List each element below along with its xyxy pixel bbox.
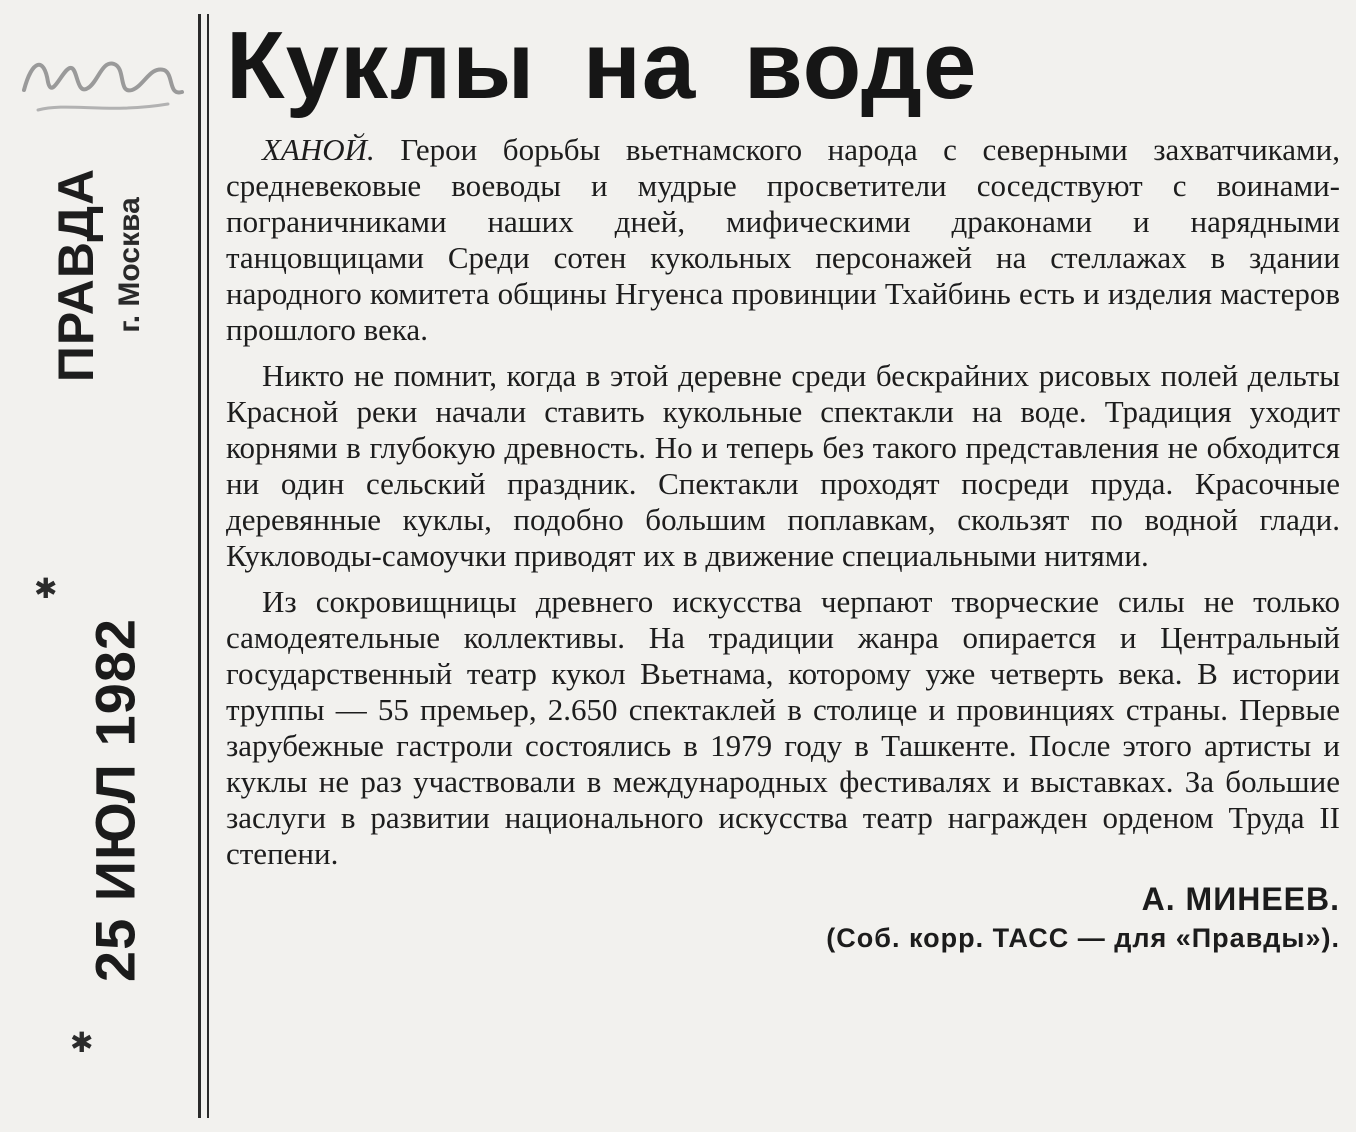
star-icon: ✱ [70, 1028, 94, 1059]
author-byline: А. МИНЕЕВ. [1141, 881, 1340, 917]
handwritten-note-icon [18, 30, 188, 120]
dateline: ХАНОЙ. [262, 132, 375, 167]
archive-stamp [0, 0, 196, 1132]
newspaper-name: ПРАВДА [48, 167, 104, 383]
article-paragraph: Никто не помнит, когда в этой деревне среди бескрайних рисовых полей дельты Красной реки начали ставить кукольные спектакли на воде. Традиция уходит корнями в глубокую древность. Но и теперь без такого представления не обходится ни один сельский праздник. Спектакли проходят посреди пруда. Красочные деревянные куклы, подобно большим поплавкам, скользят по водной глади. Кукловоды-самоучки приводят их в движение специальными нитями. [226, 358, 1340, 573]
article-paragraph [226, 132, 1340, 348]
star-icon: ✱ [34, 574, 58, 605]
column-rule [207, 14, 209, 1118]
column-rule [198, 14, 201, 1118]
article [226, 14, 1340, 956]
stamp-date: 25 ИЮЛ 1982 [83, 617, 147, 983]
newspaper-name-stamp [36, 150, 116, 400]
city-stamp [108, 155, 152, 375]
author-credit: (Соб. корр. ТАСС — для «Правды»). [826, 923, 1340, 953]
city-name: г. Москва [113, 197, 146, 333]
article-headline: Куклы на воде [226, 12, 978, 119]
article-body [226, 132, 1340, 872]
paragraph-text: Герои борьбы вьетнамского народа с северными захватчиками, средневековые воеводы и мудрые просветители соседствуют с воинами-пограничниками наших дней, мифическими драконами и нарядными танцовщицами Среди сотен кукольных персонажей на стеллажах в здании народного комитета общины Нгуенса провинции Тхайбинь есть и изделия мастеров прошлого века. [226, 132, 1340, 347]
date-stamp [70, 600, 160, 1000]
article-paragraph: Из сокровищницы древнего искусства черпают творческие силы не только самодеятельные коллективы. На традиции жанра опирается и Центральный государственный театр кукол Вьетнама, которому уже четверть века. В истории труппы — 55 премьер, 2.650 спектаклей в столице и провинциях страны. Первые зарубежные гастроли состоялись в 1979 году в Ташкенте. После этого артисты и куклы не раз участвовали в международных фестивалях и выставках. За большие заслуги в развитии национального искусства театр награжден орденом Труда II степени. [226, 584, 1340, 871]
